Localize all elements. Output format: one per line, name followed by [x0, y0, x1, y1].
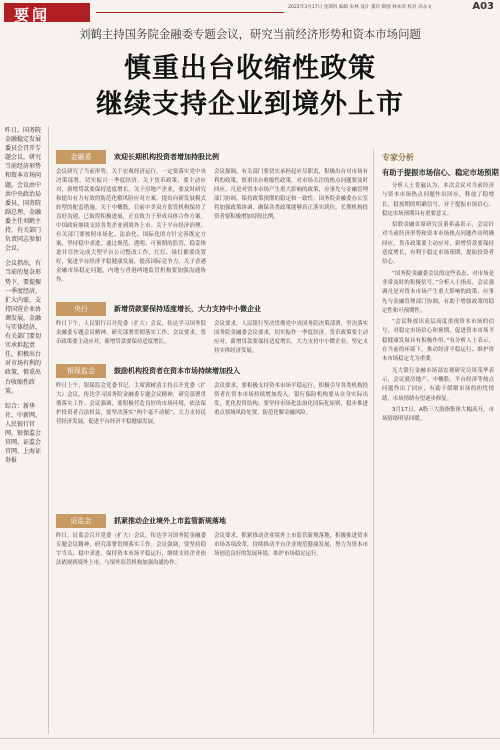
rail-paragraph: “国务院金融委会议的这些表态，对市场是非常及时的积极信号。”分析人士指出，会议强调凡是对资本市场产生重大影响的政策，应事先与金融管理部门协调，有助于增强政策的稳定性和可预期性。 [382, 270, 494, 314]
rail-paragraph: 招联金融首席研究员董希淼表示，会议针对当前经济形势和资本市场热点问题作出明确回应，货币政策要主动应对，新增贷款要保持适度增长，有利于稳定市场预期、提振投资者信心。 [382, 222, 494, 266]
section-header-jinrongwei [56, 150, 368, 164]
section-tag: 央行 [56, 302, 106, 316]
section-tag: 银保监会 [56, 364, 106, 378]
rail-paragraph: 3月17日，A股三大股指集体大幅高开，市场情绪明显回暖。 [382, 406, 494, 423]
section-header-zhengjianhui [56, 514, 368, 528]
summary-paragraph: 昨日，国务院金融稳定发展委员会召开专题会议，研究当前经济形势和资本市场问题。会议由中共中央政治局委员、国务院副总理、金融委主任刘鹤主持，有关部门负责同志参加会议。 [5, 127, 42, 253]
column-divider [373, 149, 374, 734]
page-number: A03 [472, 1, 494, 12]
article-column: 昨日，证监会召开党委（扩大）会议，传达学习国务院金融委专题会议精神，研究部署贯彻落实工作。会议强调，要坚持稳字当头、稳中求进，保持资本市场平稳运行，继续支持企业依法依规到境外上市，与境外监管机构加强沟通协作。 [56, 533, 206, 566]
section-tag: 证监会 [56, 514, 106, 528]
headline-line-1: 慎重出台收缩性政策 [124, 53, 376, 84]
headline-line-2: 继续支持企业到境外上市 [96, 89, 404, 120]
article-column: 昨日下午，人民银行召开党委（扩大）会议，传达学习国务院金融委专题会议精神，研究部署贯彻落实工作。会议要求，货币政策要主动应对，新增贷款要保持适度增长。 [56, 321, 206, 345]
footer-rule [0, 738, 500, 739]
summary-paragraph: 会议指出，有当前的复杂形势下，要提振一季度经济，扩大内需，支持国营企业协调发展，金融与实体经济，有关部门要切实承担起责任，积极出台对市场有利的政策，慎重出台收缩性政策。 [5, 260, 42, 395]
section-title: 鼓励机构投资者在资本市场持续增加投入 [114, 367, 240, 375]
section-title: 欢迎长期机构投资者增加持股比例 [114, 153, 219, 161]
article-column: 会议要求，要积极支持资本市场平稳运行，积极引导各类机构投资者在资本市场持续增加投入。银行保险机构要从自身实际出发，优化投资结构。要坚持市场化法治化国际化原则，稳步推进重点领域风险处置，防范化解金融风险。 [214, 383, 368, 416]
masthead-rule [96, 12, 284, 13]
rail-paragraph: 光大银行金融市场部宏观研究员周茂华表示，会议就房地产、中概股、平台经济等热点问题作出了回应，有助于缓解市场的担忧情绪，市场情绪有望逐步修复。 [382, 367, 494, 402]
section-tag: 金融委 [56, 150, 106, 164]
article-column: 会议强调，有关部门要切实承担起应尽职责，积极出台对市场有利的政策，慎重出台收缩性政策，对市场关注的热点问题要及时回应。凡是对资本市场产生重大影响的政策，应事先与金融管理部门协调，保持政策预期的稳定和一致性。国务院金融委办公室将加强政策协调，确保各类政策能够真正落实到位。长期机构投资者要积极增加持股比例。 [214, 169, 368, 220]
expert-analysis-title: 有助于提振市场信心、稳定市场预期 [382, 168, 499, 177]
article-column: 会议研究了当前形势，关于宏观经济运行，一定要落实党中央决策部署，切实振兴一季度经济。关于货币政策，要主动应对，新增贷款要保持适度增长。关于房地产企业，要及时研究和提出有力有效的防范化解风险应对方案，提出向新发展模式转型的配套措施。关于中概股，目前中美双方监管机构保持了良好沟通，已取得积极进展，正在致力于形成具体合作方案。中国政府继续支持各类企业到境外上市。关于平台经济治理，有关部门要按照市场化、法治化、国际化的方针完善既定方案，坚持稳中求进，通过规范、透明、可预期的监管，稳妥推进并尽快完成大型平台公司整改工作，红灯、绿灯都要设置好，促进平台经济平稳健康发展，提高国际竞争力。关于香港金融市场稳定问题，内地与香港两地监管机构要加强沟通协作。 [56, 169, 206, 283]
rail-paragraph: 分析人士普遍认为，本次会议对当前经济与资本市场热点问题作出回应，释放了稳增长、稳预期的明确信号，对于提振市场信心、稳定市场预期具有重要意义。 [382, 183, 494, 217]
article-column: 会议要求，人民银行坚决贯彻党中央国务院决策部署，坚决落实国务院金融委会议要求，切实振作一季度经济，货币政策要主动应对，新增贷款要保持适度增长，大力支持中小微企业，坚定支持实体经济发展。 [214, 321, 368, 354]
subhead: 刘鹤主持国务院金融委专题会议，研究当前经济形势和资本市场问题 [79, 27, 421, 41]
expert-analysis-body [382, 182, 494, 734]
section-header-yinbaojianhui [56, 364, 368, 378]
expert-analysis-label: 专家分析 [382, 153, 414, 162]
section-title: 要闻 [14, 6, 51, 24]
masthead [0, 0, 500, 22]
summary-column [5, 126, 45, 471]
masthead-info: 2022年3月17日 星期四 编辑 朱林 设计 董玲 制图 林本荣 校对 高永文 [288, 5, 432, 10]
section-title: 抓紧推动企业境外上市监管新规落地 [114, 517, 226, 525]
article-column: 会议要求，抓紧推动企业境外上市监管新规落地，积极推进资本市场各项改革，持续推动平台企业规范健康发展，努力为资本市场创造良好的发展环境，维护市场稳定运行。 [214, 533, 368, 557]
section-header-yanghang [56, 302, 368, 316]
column-divider [48, 126, 49, 734]
article-column: 昨日上午，银保监会党委书记、主席郭树清主持召开党委（扩大）会议，传达学习国务院金融委专题会议精神，研究部署贯彻落实工作。会议强调，要积极营造良好的市场环境，依法保护投资者合法权益，要坚决落实“两个毫不动摇”，大力支持民营经济发展，促进平台经济平稳健康发展。 [56, 383, 206, 425]
section-title: 新增贷款要保持适度增长，大力支持中小微企业 [114, 305, 261, 313]
summary-sources: 综合：新华社、中新网、人民银行官网、银保监会官网、证监会官网、上海证券报 [5, 402, 42, 465]
rail-paragraph: “会议释放出高层高度重视资本市场的信号，对稳定市场信心和预期、促进资本市场平稳健康发展具有积极作用。”有分析人士表示，在当前的环境下，推动经济平稳运行、维护资本市场稳定尤为重要。 [382, 319, 494, 363]
section-banner [4, 3, 90, 22]
